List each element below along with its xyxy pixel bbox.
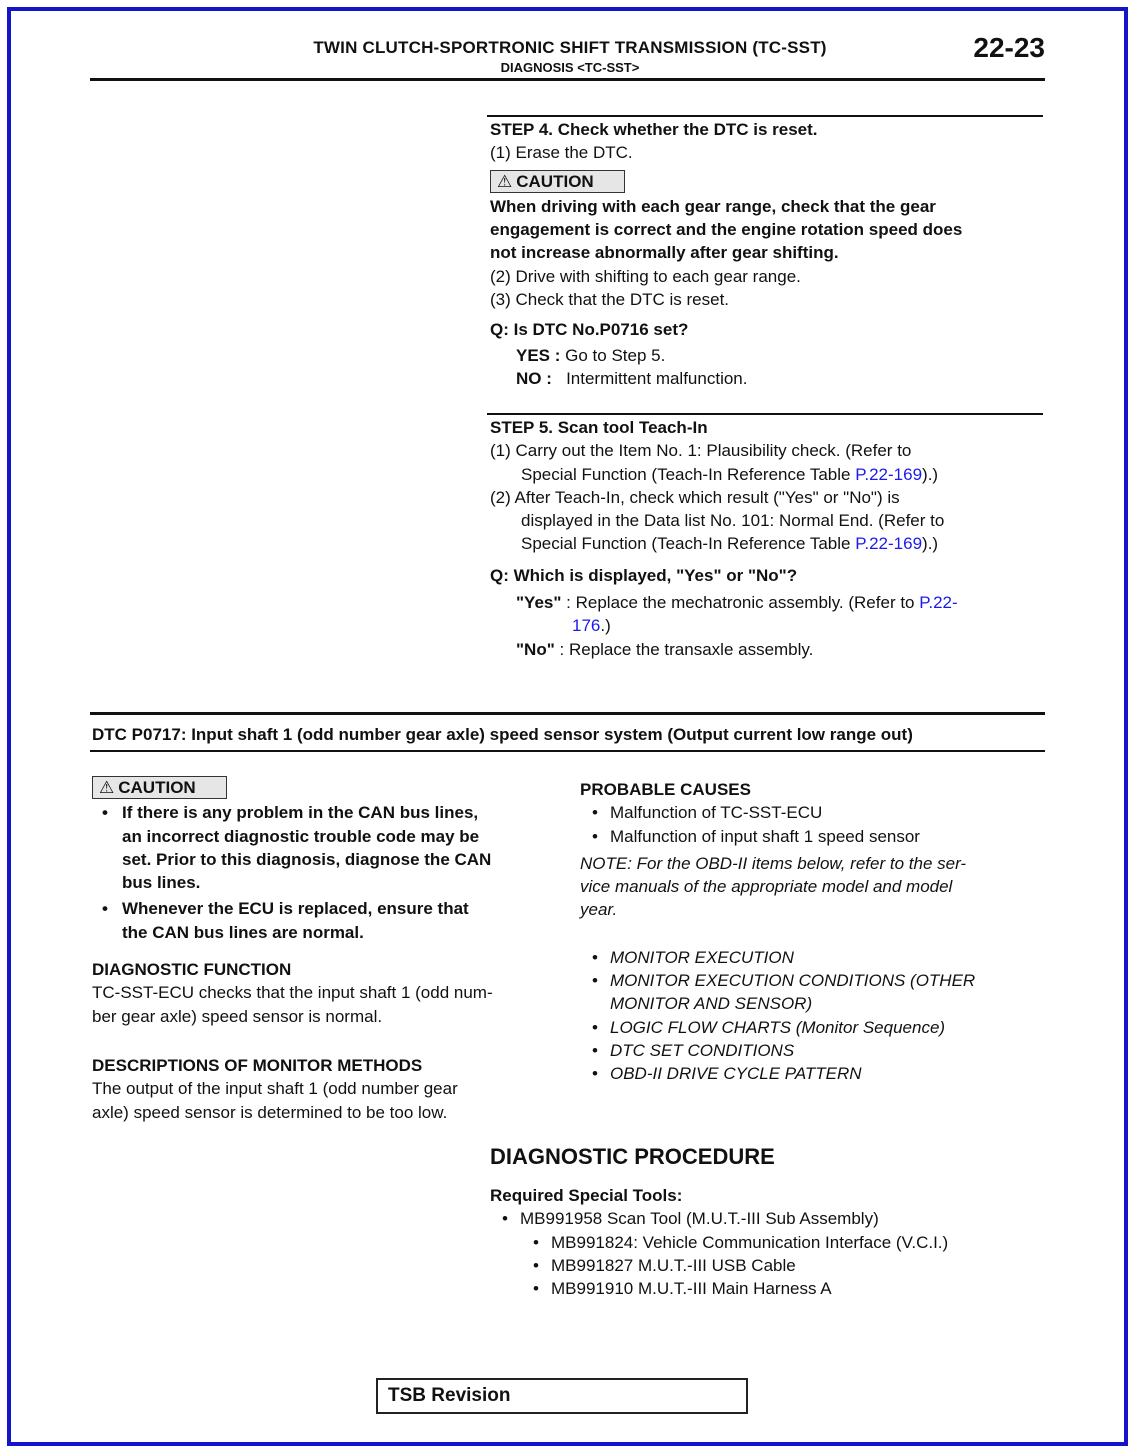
step5-rule: [487, 413, 1043, 415]
diag-function-line: TC-SST-ECU checks that the input shaft 1 (odd num-: [92, 983, 493, 1003]
step4-rule: [487, 115, 1043, 117]
procedure-block: [490, 1184, 1050, 1300]
step5-heading: STEP 5. Scan tool Teach-In: [490, 418, 708, 437]
step5-block: [490, 416, 1050, 661]
tools-heading: Required Special Tools:: [490, 1186, 683, 1205]
step4-answer-no: NO : Intermittent malfunction.: [516, 368, 748, 388]
step4-heading: STEP 4. Check whether the DTC is reset.: [490, 120, 818, 139]
page-ref-link[interactable]: P.22-169: [855, 464, 923, 484]
step4-caution-badge: ⚠ CAUTION: [490, 170, 625, 193]
tsb-revision-box: TSB Revision: [376, 1378, 748, 1414]
obd-item: • OBD-II DRIVE CYCLE PATTERN: [592, 1064, 862, 1084]
step5-answer-no: "No" : Replace the transaxle assembly.: [516, 639, 814, 659]
step5-answer-yes-cont: 176.): [572, 616, 611, 636]
step5-item2: (2) After Teach-In, check which result ("Yes" or "No") is: [490, 487, 900, 507]
warning-icon: ⚠: [99, 778, 115, 797]
step4-block: [490, 118, 1050, 390]
monitor-line: The output of the input shaft 1 (odd number gear: [92, 1079, 458, 1099]
probable-cause-item: • Malfunction of TC-SST-ECU: [592, 803, 823, 823]
warning-icon: ⚠: [497, 171, 513, 191]
caution-bullet: • Whenever the ECU is replaced, ensure that the CAN bus lines are normal.: [102, 899, 469, 942]
tool-subitem: • MB991827 M.U.T.-III USB Cable: [533, 1255, 796, 1275]
page-number: 22-23: [973, 32, 1045, 63]
page-ref-link[interactable]: P.22-169: [855, 534, 923, 554]
step4-caution-line: not increase abnormally after gear shifting.: [490, 243, 839, 263]
diag-function-line: ber gear axle) speed sensor is normal.: [92, 1006, 383, 1026]
step5-question: Q: Which is displayed, "Yes" or "No"?: [490, 565, 798, 585]
diag-function-heading: DIAGNOSTIC FUNCTION: [92, 960, 292, 980]
step4-answer-yes: YES : Go to Step 5.: [516, 345, 666, 365]
step5-item1-cont: Special Function (Teach-In Reference Table P.22-169).): [521, 464, 939, 484]
page-ref-link[interactable]: P.22-: [919, 593, 958, 613]
step4-item1: (1) Erase the DTC.: [490, 143, 633, 163]
procedure-heading: DIAGNOSTIC PROCEDURE: [490, 1144, 775, 1169]
header-title: TWIN CLUTCH-SPORTRONIC SHIFT TRANSMISSION (TC-SST): [313, 38, 827, 57]
tool-subitem: • MB991910 M.U.T.-III Main Harness A: [533, 1279, 832, 1299]
dtc-title: DTC P0717: Input shaft 1 (odd number gear axle) speed sensor system (Output current low range out): [92, 725, 913, 744]
step4-item2: (2) Drive with shifting to each gear range.: [490, 266, 801, 286]
tool-subitem: • MB991824: Vehicle Communication Interface (V.C.I.): [533, 1232, 949, 1252]
probable-cause-item: • Malfunction of input shaft 1 speed sensor: [592, 826, 920, 846]
obd-item: • LOGIC FLOW CHARTS (Monitor Sequence): [592, 1017, 946, 1037]
dtc-rule-bottom: [90, 750, 1045, 752]
note-line: year.: [580, 900, 618, 920]
step5-item1: (1) Carry out the Item No. 1: Plausibility check. (Refer to: [490, 441, 912, 461]
step4-item3: (3) Check that the DTC is reset.: [490, 290, 730, 310]
step5-answer-yes: "Yes" : Replace the mechatronic assembly. (Refer to P.22-: [516, 593, 958, 613]
note-line: vice manuals of the appropriate model and model: [580, 877, 953, 897]
step5-item2-cont: displayed in the Data list No. 101: Normal End. (Refer to: [521, 511, 945, 531]
caution-badge: ⚠ CAUTION: [92, 776, 227, 799]
obd-item: • DTC SET CONDITIONS: [592, 1040, 795, 1060]
step4-caution-line: engagement is correct and the engine rotation speed does: [490, 220, 963, 240]
probable-causes-heading: PROBABLE CAUSES: [580, 780, 751, 799]
caution-bullet: • If there is any problem in the CAN bus lines, an incorrect diagnostic trouble code may be set. Prior to this diagnosis, diagnose the CAN bus lines.: [102, 803, 492, 893]
obd-item: • MONITOR EXECUTION CONDITIONS (OTHER MONITOR AND SENSOR): [592, 971, 976, 1014]
header-rule: [90, 78, 1045, 81]
monitor-line: axle) speed sensor is determined to be too low.: [92, 1102, 448, 1122]
left-column: [92, 776, 562, 1124]
step4-question: Q: Is DTC No.P0716 set?: [490, 320, 689, 340]
header-subtitle: DIAGNOSIS <TC-SST>: [500, 60, 640, 75]
monitor-heading: DESCRIPTIONS OF MONITOR METHODS: [92, 1055, 423, 1075]
obd-item: • MONITOR EXECUTION: [592, 947, 794, 967]
step5-item2-cont: Special Function (Teach-In Reference Table P.22-169).): [521, 534, 939, 554]
dtc-rule-top: [90, 712, 1045, 715]
page-ref-link[interactable]: 176: [572, 616, 601, 636]
note-line: NOTE: For the OBD-II items below, refer to the ser-: [580, 853, 967, 873]
step4-caution-line: When driving with each gear range, check that the gear: [490, 196, 936, 216]
right-column: [580, 778, 1050, 1086]
tool-item: • MB991958 Scan Tool (M.U.T.-III Sub Assembly): [502, 1209, 879, 1229]
